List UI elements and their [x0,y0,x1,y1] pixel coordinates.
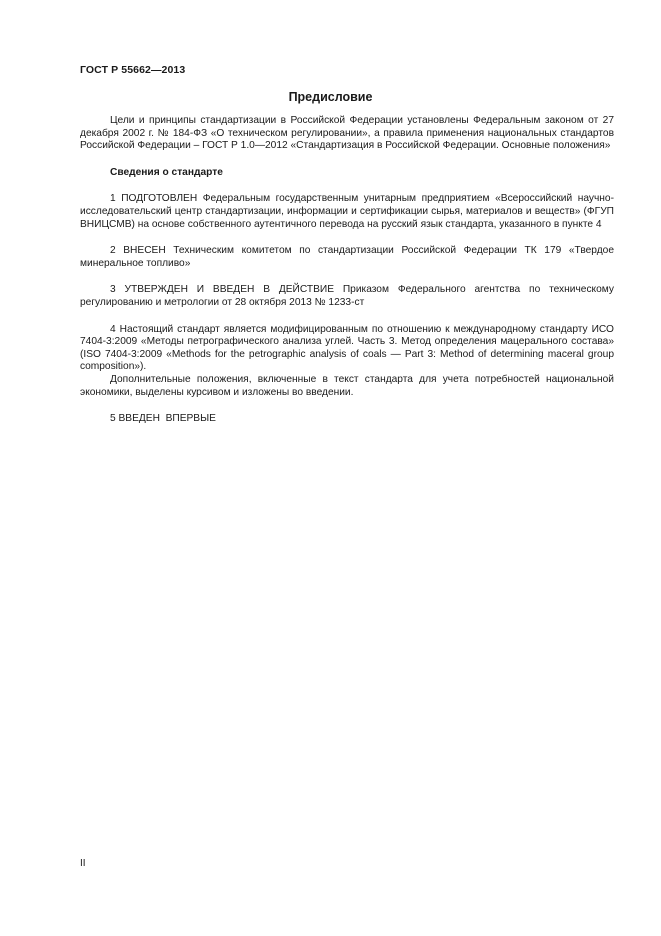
document-body [80,115,614,426]
page-title: Предисловие [288,90,373,104]
item-2-paragraph: 2 ВНЕСЕН Техническим комитетом по стандартизации Российской Федерации ТК 179 «Твердое минеральное топливо» [80,245,614,269]
item-1-paragraph: 1 ПОДГОТОВЛЕН Федеральным государственным унитарным предприятием «Всероссийский научно-исследовательский центр стандартизации, информации и сертификации сырья, материалов и веществ» (ФГУП ВНИЦСМВ) на основе собственного аутентичного перевода на русский язык стандарта, указанного в пункте 4 [80,193,614,230]
item-3-paragraph: 3 УТВЕРЖДЕН И ВВЕДЕН В ДЕЙСТВИЕ Приказом Федерального агентства по техническому регулированию и метрологии от 28 октября 2013 № 1233-ст [80,284,614,308]
intro-paragraph: Цели и принципы стандартизации в Российской Федерации установлены Федеральным законом от 27 декабря 2002 г. № 184-ФЗ «О техническом регулировании», а правила применения национальных стандартов Российской Федерации – ГОСТ Р 1.0—2012 «Стандартизация в Российской Федерации. Основные положения» [80,115,614,152]
standard-code: ГОСТ Р 55662—2013 [80,64,186,76]
item-4-note: Дополнительные положения, включенные в текст стандарта для учета потребностей национальной экономики, выделены курсивом и изложены во введении. [80,373,614,398]
section-subheading: Сведения о стандарте [110,166,223,178]
item-4-paragraph: 4 Настоящий стандарт является модифицированным по отношению к международному стандарту ИСО 7404-3:2009 «Методы петрографического анализа углей. Часть 3. Метод определения мацерального состава» (ISO 7404-3:2009 «Methods for the petrographic analysis of coals — Part 3: Method of determining maceral group composition»). [80,323,614,373]
page-number: II [80,858,86,869]
item-5-paragraph: 5 ВВЕДЕН ВПЕРВЫЕ [110,413,216,425]
